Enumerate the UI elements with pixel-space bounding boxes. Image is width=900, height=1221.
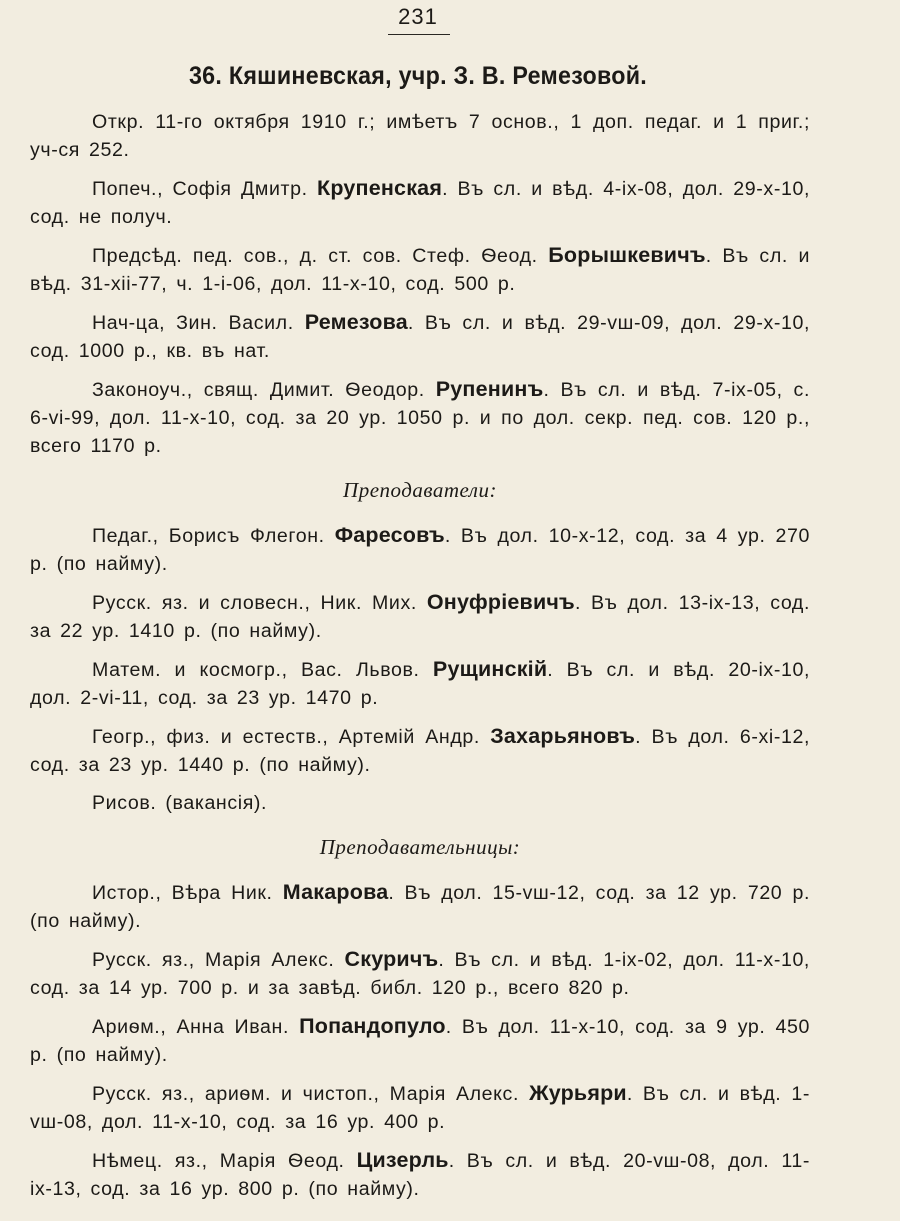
entry-text: . Въ сл. и вѣд. 1-vш-08, дол. 11-х-10, сод. за 16 ур. 400 р. xyxy=(30,1083,810,1133)
entry-text: . Въ дол. 10-х-12, сод. за 4 ур. 270 р. (по найму). xyxy=(30,525,810,575)
person-surname: Цизерль xyxy=(356,1148,449,1172)
entry-text: . Въ сл. и вѣд. 29-vш-09, дол. 29-х-10, сод. 1000 р., кв. въ нат. xyxy=(30,312,810,362)
person-surname: Захарьяновъ xyxy=(490,724,636,748)
entry-paragraph xyxy=(30,1012,810,1069)
entry-text: Русск. яз., ариѳм. и чистоп., Марія Алекс. xyxy=(92,1083,530,1105)
entry-paragraph xyxy=(30,945,810,1002)
entry-text: Педаг., Борисъ Флегон. xyxy=(92,525,335,547)
entry-text: Законоуч., свящ. Димит. Ѳеодор. xyxy=(92,379,436,401)
entry-paragraph xyxy=(30,308,810,365)
entry-text: . Въ дол. 6-хі-12, сод. за 23 ур. 1440 р. (по найму). xyxy=(30,726,810,776)
page-title: 36. Кяшиневская, учр. З. В. Ремезовой. xyxy=(188,62,648,90)
entry-paragraph xyxy=(30,655,810,712)
entry-paragraph xyxy=(30,174,810,231)
entry-text: . Въ дол. 11-х-10, сод. за 9 ур. 450 р. (по найму). xyxy=(30,1016,810,1066)
entry-text: Предсѣд. пед. сов., д. ст. сов. Стеф. Ѳеод. xyxy=(92,245,549,267)
section-heading: Преподавательницы: xyxy=(319,835,521,859)
entry-paragraph xyxy=(30,1146,810,1203)
entry-text: . Въ сл. и вѣд. 7-іх-05, с. 6-vі-99, дол. 11-х-10, сод. за 20 ур. 1050 р. и по дол. секр. пед. сов. 120 р., всего 1170 р. xyxy=(30,379,810,457)
entry-text: Матем. и космогр., Вас. Львов. xyxy=(92,659,433,681)
entry-text: . Въ сл. и вѣд. 31-хіі-77, ч. 1-і-06, дол. 11-х-10, сод. 500 р. xyxy=(30,245,810,295)
entry-text: Нач-ца, Зин. Васил. xyxy=(92,312,305,334)
person-surname: Макарова xyxy=(282,880,389,904)
entry-text: Русск. яз., Марія Алекс. xyxy=(92,949,345,971)
person-surname: Журьяри xyxy=(529,1081,627,1105)
entry-text: Геогр., физ. и естеств., Артемій Андр. xyxy=(92,726,491,748)
person-surname: Скуричъ xyxy=(344,947,439,971)
person-surname: Борышкевичъ xyxy=(548,243,706,267)
document-body xyxy=(30,108,810,1213)
person-surname: Онуфріевичъ xyxy=(426,590,575,614)
section-heading: Преподаватели: xyxy=(343,478,497,502)
person-surname: Фаресовъ xyxy=(334,523,445,547)
entry-paragraph xyxy=(30,108,810,164)
person-surname: Рупенинъ xyxy=(435,377,544,401)
entry-paragraph xyxy=(30,1079,810,1136)
entry-text: . Въ сл. и вѣд. 20-іх-10, дол. 2-vі-11, сод. за 23 ур. 1470 р. xyxy=(30,659,810,709)
entry-text: Истор., Вѣра Ник. xyxy=(92,882,283,904)
entry-text: Попеч., Софія Дмитр. xyxy=(92,178,317,200)
entry-text: Русск. яз. и словесн., Ник. Мих. xyxy=(92,592,427,614)
page-number: 231 xyxy=(398,4,438,29)
entry-text: . Въ сл. и вѣд. 20-vш-08, дол. 11-іх-13, сод. за 16 ур. 800 р. (по найму). xyxy=(30,1150,810,1200)
entry-paragraph xyxy=(30,722,810,779)
entry-paragraph xyxy=(30,878,810,935)
entry-text: Откр. 11-го октября 1910 г.; имѣетъ 7 основ., 1 доп. педаг. и 1 приг.; уч-ся 252. xyxy=(30,111,810,161)
entry-text: . Въ сл. и вѣд. 4-іх-08, дол. 29-х-10, сод. не получ. xyxy=(30,178,810,228)
entry-text: Нѣмец. яз., Марія Ѳеод. xyxy=(92,1150,357,1172)
entry-paragraph xyxy=(30,789,810,817)
person-surname: Крупенская xyxy=(317,176,443,200)
page-number-rule xyxy=(388,34,450,35)
person-surname: Рущинскій xyxy=(432,657,548,681)
entry-text: Рисов. (вакансія). xyxy=(92,792,268,814)
entry-text: . Въ дол. 13-іх-13, сод. за 22 ур. 1410 р. (по найму). xyxy=(30,592,810,642)
entry-paragraph xyxy=(30,375,810,460)
entry-text: . Въ сл. и вѣд. 1-іх-02, дол. 11-х-10, сод. за 14 ур. 700 р. и за завѣд. библ. 120 р., всего 820 р. xyxy=(30,949,810,999)
person-surname: Ремезова xyxy=(304,310,408,334)
entry-text: . Въ дол. 15-vш-12, сод. за 12 ур. 720 р. (по найму). xyxy=(30,882,810,932)
entry-paragraph xyxy=(30,588,810,645)
entry-paragraph xyxy=(30,521,810,578)
entry-text: Ариѳм., Анна Иван. xyxy=(92,1016,300,1038)
person-surname: Попандопуло xyxy=(299,1014,446,1038)
entry-paragraph xyxy=(30,241,810,298)
